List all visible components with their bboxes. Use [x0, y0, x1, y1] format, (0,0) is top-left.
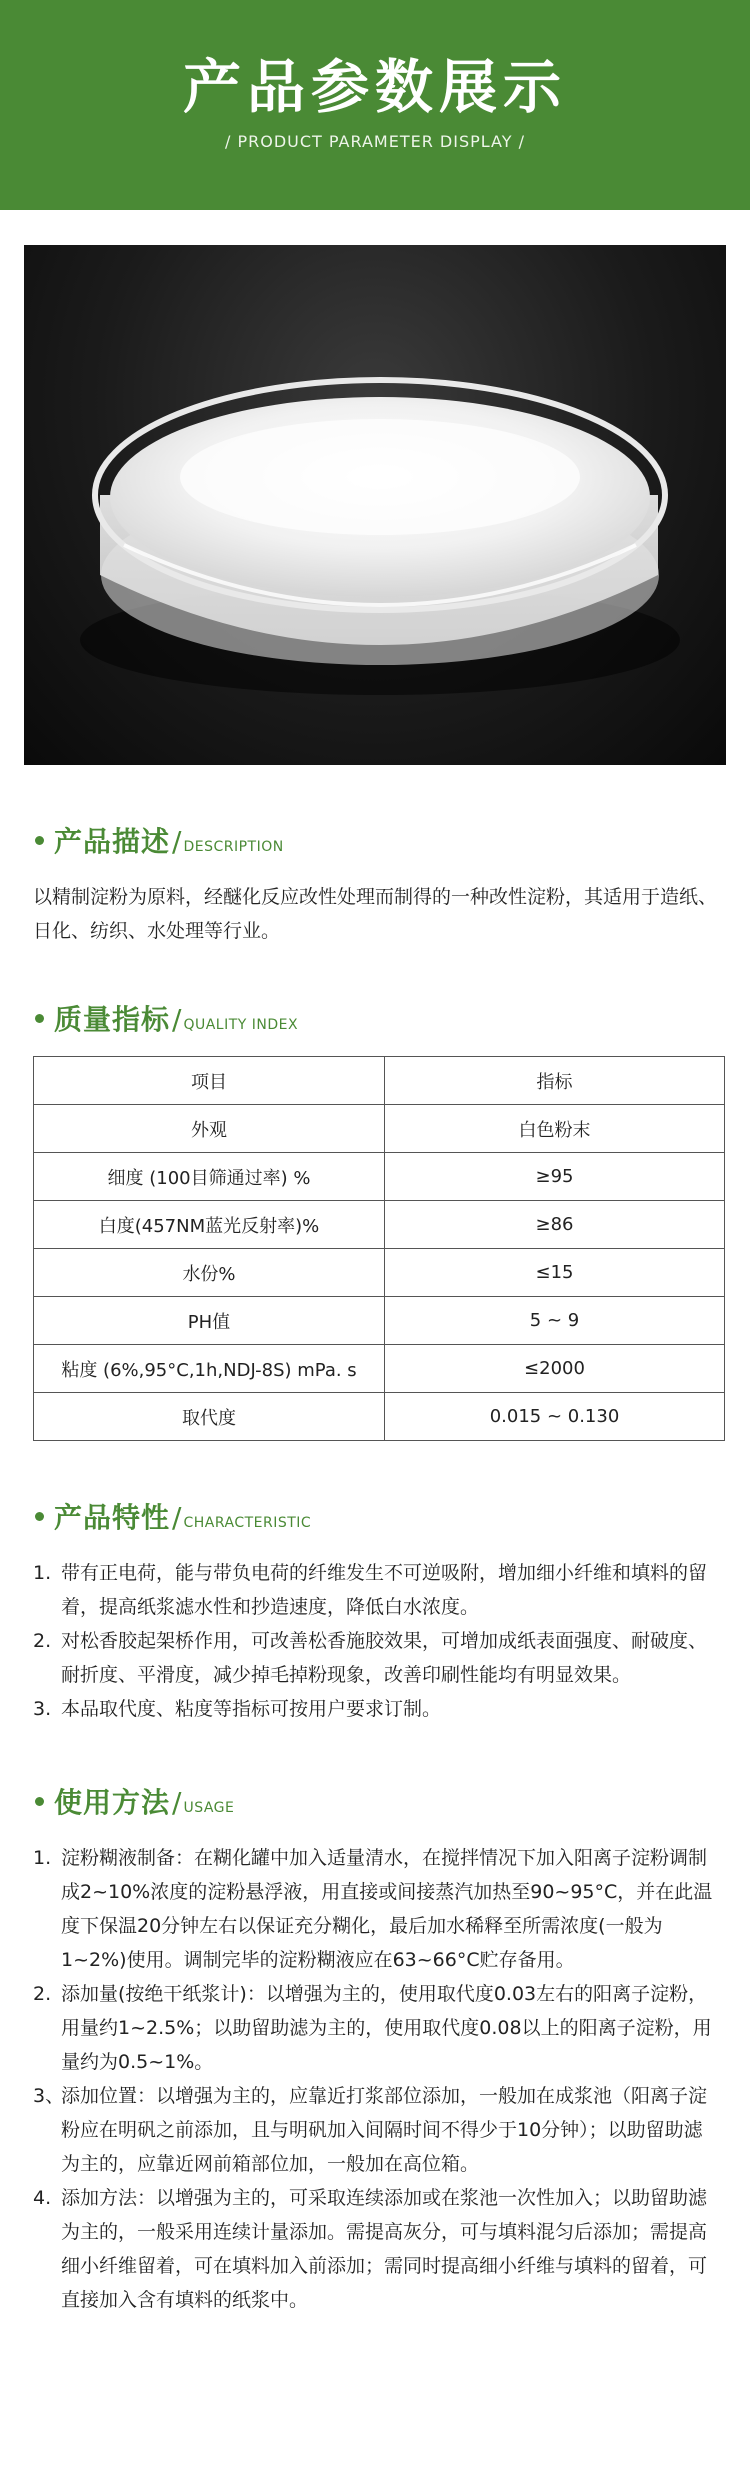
- description-heading: [33, 820, 717, 860]
- characteristic-heading: [33, 1496, 717, 1536]
- quality-index-table: [33, 1056, 725, 1441]
- slash-divider: /: [172, 1003, 182, 1036]
- list-number: 3.: [33, 1698, 52, 1720]
- bullet-dot-icon: [35, 1014, 44, 1023]
- table-cell: 指标: [385, 1057, 725, 1105]
- quality-title: 质量指标: [54, 1003, 171, 1036]
- table-cell: ≥86: [385, 1201, 725, 1249]
- table-row: [34, 1393, 725, 1441]
- table-cell: ≤2000: [385, 1345, 725, 1393]
- description-en-title: DESCRIPTION: [183, 839, 284, 855]
- description-title: 产品描述: [54, 825, 171, 858]
- page-subtitle: / PRODUCT PARAMETER DISPLAY /: [225, 132, 525, 151]
- table-cell: 白色粉末: [385, 1105, 725, 1153]
- list-text: 添加方法：以增强为主的，可采取连续添加或在浆池一次性加入；以助留助滤为主的，一般采用连续计量添加。需提高灰分，可与填料混匀后添加；需提高细小纤维留着，可在填料加入前添加；需同时提高细小纤维与填料的留着，可直接加入含有填料的纸浆中。: [61, 2187, 708, 2311]
- table-row: [34, 1297, 725, 1345]
- table-cell: 外观: [34, 1105, 385, 1153]
- usage-section: [33, 1781, 717, 2317]
- characteristic-title: 产品特性: [54, 1501, 171, 1534]
- list-item: [33, 1556, 717, 1624]
- characteristic-en-title: CHARACTERISTIC: [183, 1515, 312, 1531]
- list-text: 淀粉糊液制备：在糊化罐中加入适量清水，在搅拌情况下加入阳离子淀粉调制成2~10%浓度的淀粉悬浮液，用直接或间接蒸汽加热至90~95°C，并在此温度下保温20分钟左右以保证充分糊化，最后加水稀释至所需浓度(一般为1~2%)使用。调制完毕的淀粉糊液应在63~66°C贮存备用。: [61, 1847, 713, 1971]
- quality-heading: [33, 998, 717, 1038]
- table-cell: ≤15: [385, 1249, 725, 1297]
- table-row: [34, 1249, 725, 1297]
- list-item: [33, 2181, 717, 2317]
- product-photo-area: [0, 245, 750, 765]
- table-row: [34, 1201, 725, 1249]
- table-row: [34, 1057, 725, 1105]
- table-cell: 5 ~ 9: [385, 1297, 725, 1345]
- characteristic-section: [33, 1496, 717, 1726]
- characteristic-list: [33, 1556, 717, 1726]
- list-item: [33, 1977, 717, 2079]
- list-number: 2.: [33, 1630, 52, 1652]
- product-photo: [24, 245, 726, 765]
- list-item: [33, 1692, 717, 1726]
- table-cell: 项目: [34, 1057, 385, 1105]
- page-header: [0, 0, 750, 210]
- slash-divider: /: [172, 1501, 182, 1534]
- table-cell: 细度 (100目筛通过率) %: [34, 1153, 385, 1201]
- table-cell: 白度(457NM蓝光反射率)%: [34, 1201, 385, 1249]
- quality-section: [33, 998, 717, 1441]
- description-text: 以精制淀粉为原料，经醚化反应改性处理而制得的一种改性淀粉，其适用于造纸、日化、纺织、水处理等行业。: [33, 886, 718, 942]
- list-item: [33, 1841, 717, 1977]
- usage-title: 使用方法: [54, 1786, 171, 1819]
- petri-dish-powder-image: [24, 245, 726, 765]
- list-number: 1.: [33, 1562, 52, 1584]
- table-cell: 粘度 (6%,95°C,1h,NDJ-8S) mPa. s: [34, 1345, 385, 1393]
- list-text: 本品取代度、粘度等指标可按用户要求订制。: [61, 1698, 442, 1720]
- usage-heading: [33, 1781, 717, 1821]
- list-item: [33, 2079, 717, 2181]
- bullet-dot-icon: [35, 836, 44, 845]
- description-section: [33, 820, 717, 948]
- table-cell: PH值: [34, 1297, 385, 1345]
- list-number: 2.: [33, 1983, 52, 2005]
- list-item: [33, 1624, 717, 1692]
- list-text: 带有正电荷，能与带负电荷的纤维发生不可逆吸附，增加细小纤维和填料的留着，提高纸浆滤水性和抄造速度，降低白水浓度。: [61, 1562, 708, 1618]
- slash-divider: /: [172, 825, 182, 858]
- list-text: 添加量(按绝干纸浆计)：以增强为主的，使用取代度0.03左右的阳离子淀粉，用量约1~2.5%；以助留助滤为主的，使用取代度0.08以上的阳离子淀粉，用量约为0.5~1%。: [61, 1983, 712, 2073]
- slash-divider: /: [172, 1786, 182, 1819]
- table-row: [34, 1105, 725, 1153]
- quality-en-title: QUALITY INDEX: [183, 1017, 299, 1033]
- table-row: [34, 1345, 725, 1393]
- page-title: 产品参数展示: [182, 53, 567, 121]
- usage-en-title: USAGE: [183, 1800, 235, 1816]
- list-text: 添加位置：以增强为主的，应靠近打浆部位添加，一般加在成浆池（阳离子淀粉应在明矾之前添加，且与明矾加入间隔时间不得少于10分钟）；以助留助滤为主的，应靠近网前箱部位加，一般加在高位箱。: [61, 2085, 708, 2175]
- usage-list: [33, 1841, 717, 2317]
- table-cell: 取代度: [34, 1393, 385, 1441]
- list-number: 1.: [33, 1847, 52, 1869]
- table-cell: 0.015 ~ 0.130: [385, 1393, 725, 1441]
- list-text: 对松香胶起架桥作用，可改善松香施胶效果，可增加成纸表面强度、耐破度、耐折度、平滑度，减少掉毛掉粉现象，改善印刷性能均有明显效果。: [61, 1630, 708, 1686]
- list-number: 4.: [33, 2187, 52, 2209]
- bullet-dot-icon: [35, 1797, 44, 1806]
- table-row: [34, 1153, 725, 1201]
- table-cell: 水份%: [34, 1249, 385, 1297]
- bullet-dot-icon: [35, 1512, 44, 1521]
- table-cell: ≥95: [385, 1153, 725, 1201]
- list-number: 3、: [33, 2085, 65, 2107]
